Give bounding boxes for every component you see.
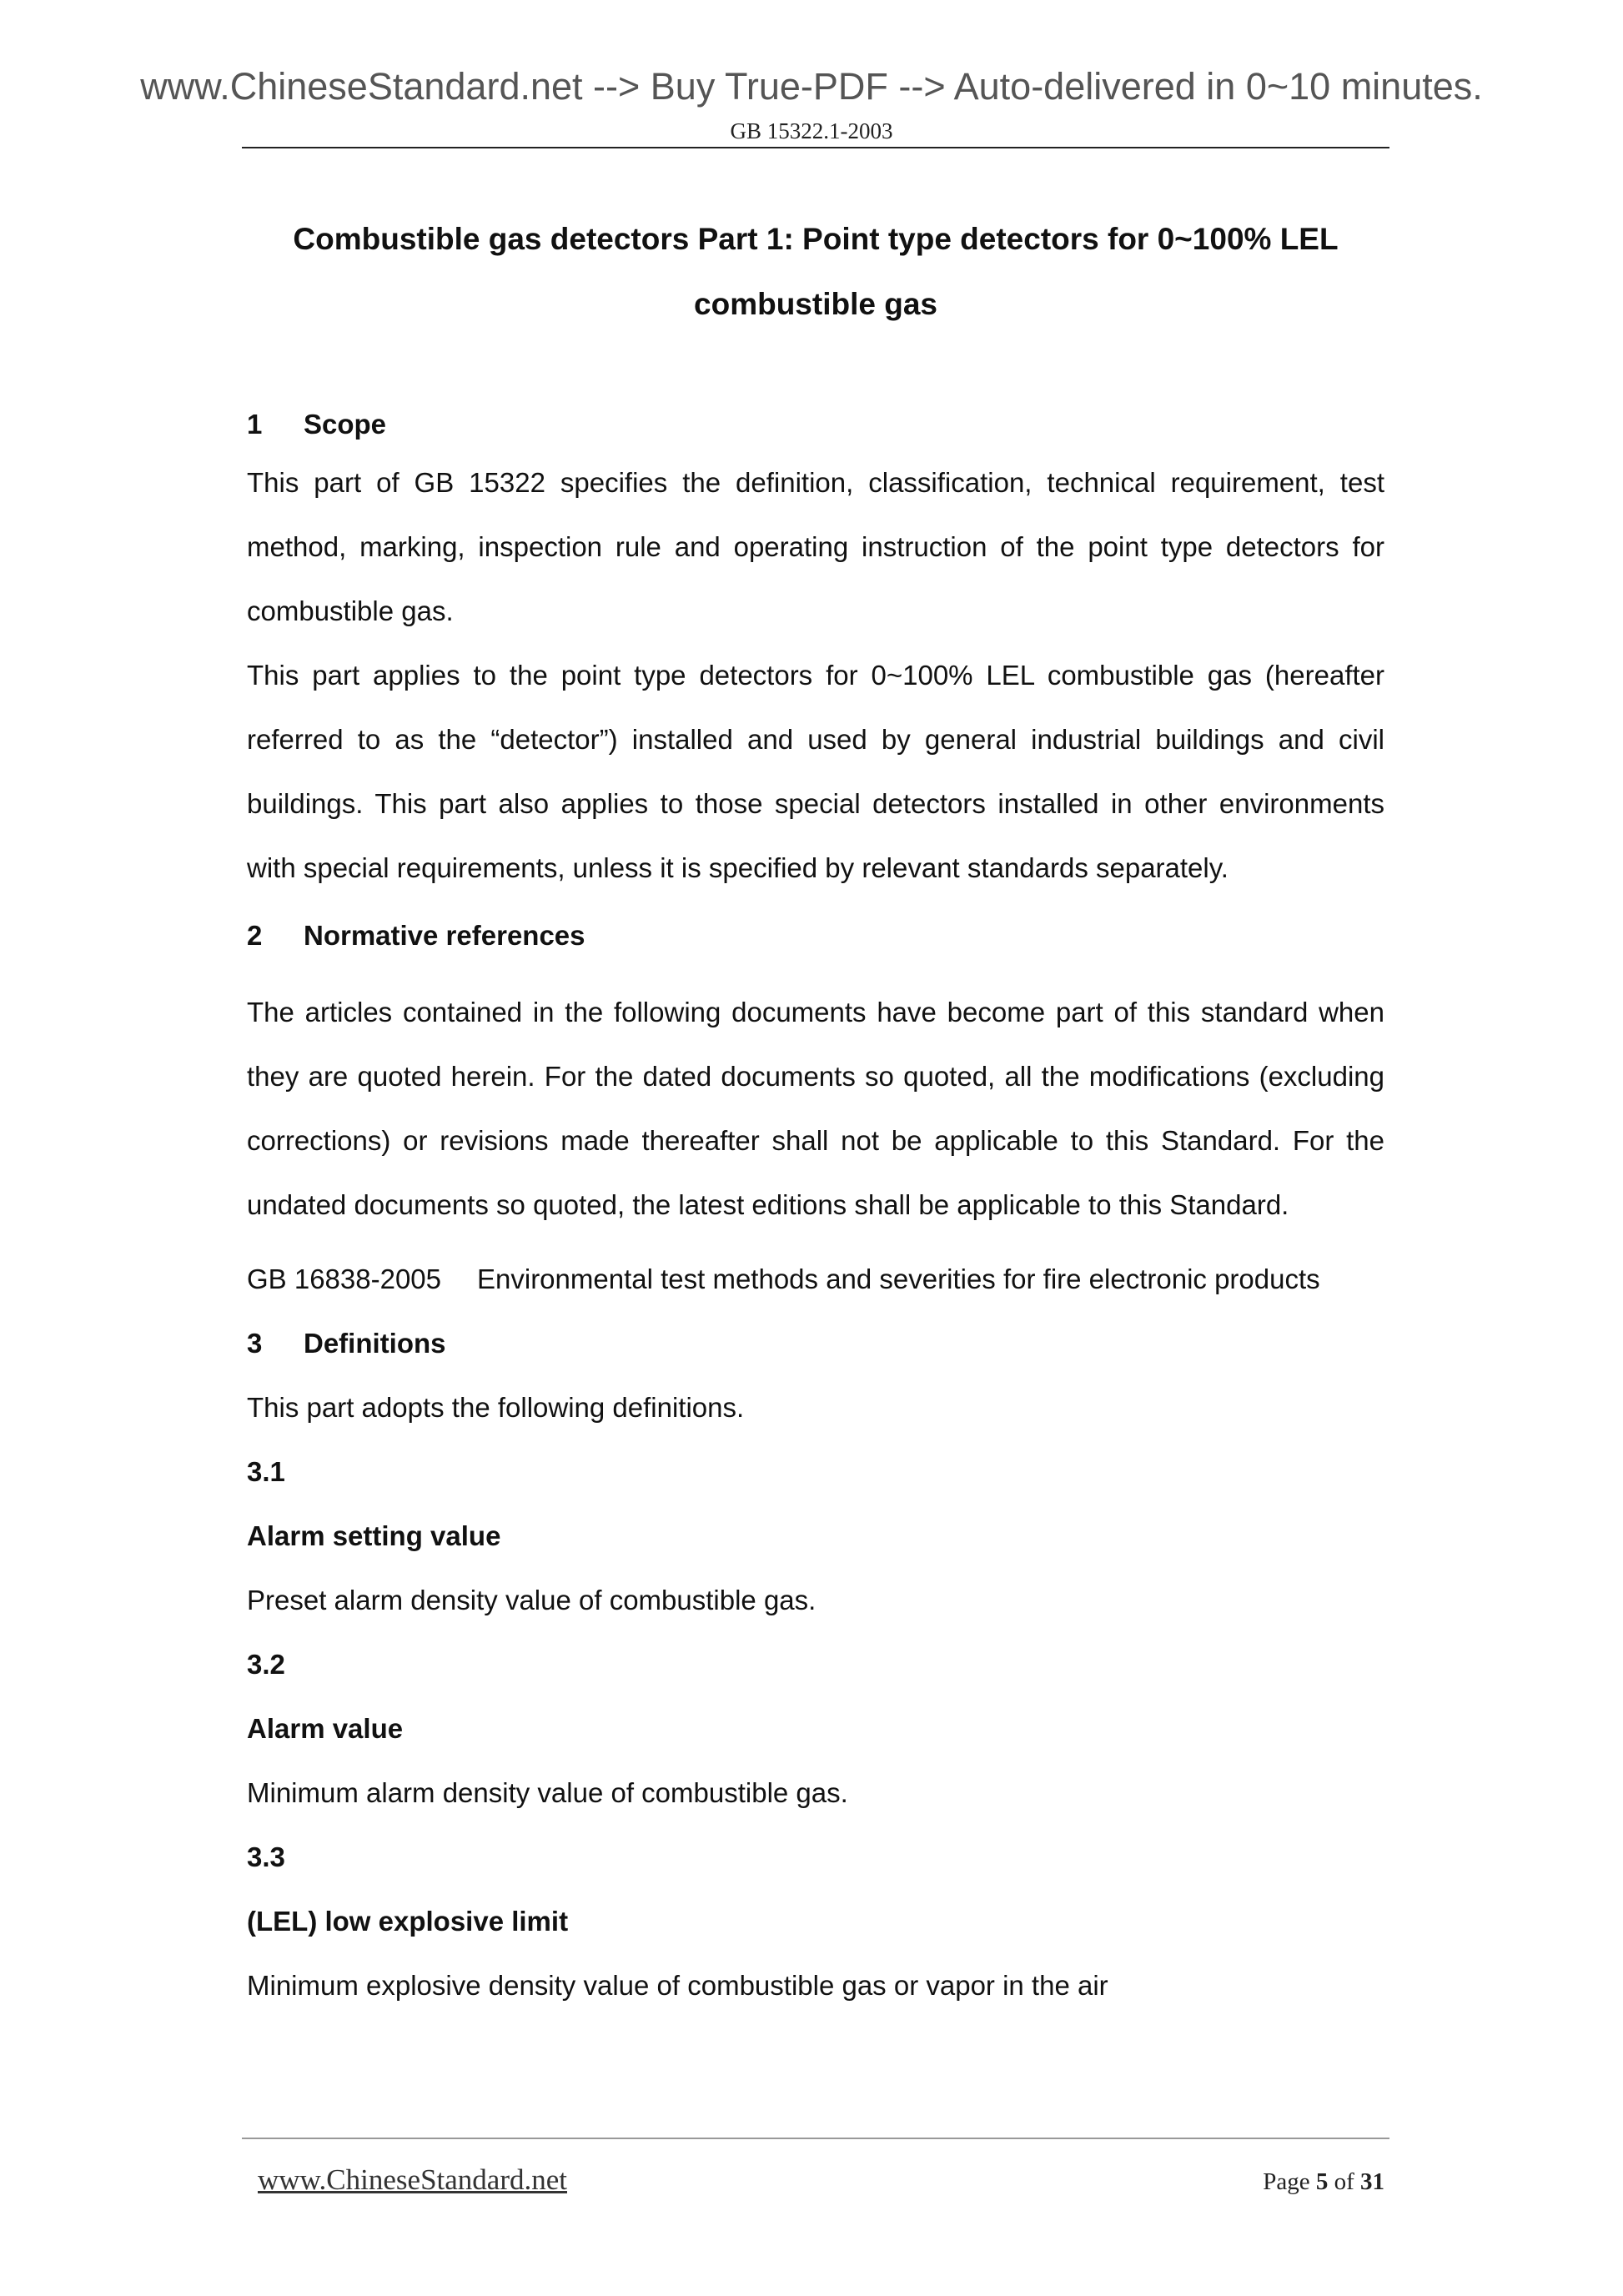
definition-number: 3.3 (247, 1841, 285, 1872)
scope-paragraph-2: This part applies to the point type detectors for 0~100% LEL combustible gas (hereafter referred to as the “detector”) installed and used by general industrial buildings and civil buildings. This part also applies to those special detectors installed in other environments with special requirements, unless it is specified by relevant standards separately. (247, 660, 1384, 883)
standard-number-header: GB 15322.1-2003 (730, 118, 893, 143)
page-indicator (1263, 2168, 1384, 2196)
section-title: Scope (304, 409, 387, 440)
section-heading-scope (247, 399, 1384, 450)
definition-text: Preset alarm density value of combustible gas. (247, 1585, 817, 1615)
reference-code: GB 16838-2005 (247, 1264, 442, 1294)
section-number: 1 (247, 409, 263, 440)
document-title (242, 207, 1389, 337)
reference-entry (247, 1247, 1384, 1311)
definition-number: 3.2 (247, 1649, 285, 1680)
section-heading-normative-references (247, 910, 1384, 962)
section-heading-definitions (247, 1311, 1384, 1375)
title-line-2: combustible gas (694, 287, 937, 321)
page-total: 31 (1360, 2168, 1384, 2195)
footer-divider (242, 2138, 1389, 2139)
purchase-banner: www.ChineseStandard.net --> Buy True-PDF --> Auto-delivered in 0~10 minutes. (140, 65, 1483, 108)
definition-text: Minimum alarm density value of combustible gas. (247, 1777, 848, 1808)
definition-term: Alarm value (247, 1713, 404, 1744)
normative-paragraph: The articles contained in the following documents have become part of this standard when they are quoted herein. For the dated documents so quoted, all the modifications (excluding corrections) or revisions made thereafter shall not be applicable to this Standard. For the undated documents so quoted, the latest editions shall be applicable to this Standard. (247, 997, 1384, 1220)
definitions-intro: This part adopts the following definitions. (247, 1392, 745, 1423)
page-of: of (1334, 2168, 1354, 2195)
definition-term: Alarm setting value (247, 1520, 501, 1551)
scope-paragraph-1: This part of GB 15322 specifies the definition, classification, technical requirement, test method, marking, inspection rule and operating instruction of the point type detectors for combustible gas. (247, 467, 1384, 626)
section-number: 2 (247, 920, 263, 951)
title-line-1: Combustible gas detectors Part 1: Point type detectors for 0~100% LEL (293, 222, 1339, 256)
page-prefix: Page (1263, 2168, 1310, 2195)
definition-term: (LEL) low explosive limit (247, 1906, 569, 1937)
reference-title: Environmental test methods and severities for fire electronic products (477, 1264, 1320, 1294)
definition-text: Minimum explosive density value of combustible gas or vapor in the air (247, 1970, 1108, 2001)
section-title: Definitions (304, 1328, 446, 1359)
section-number: 3 (247, 1328, 263, 1359)
section-title: Normative references (304, 920, 585, 951)
definition-number: 3.1 (247, 1456, 285, 1487)
document-body (247, 399, 1384, 2017)
page-current: 5 (1315, 2168, 1329, 2195)
header-divider (242, 147, 1389, 148)
footer-site-link[interactable]: www.ChineseStandard.net (258, 2163, 567, 2196)
